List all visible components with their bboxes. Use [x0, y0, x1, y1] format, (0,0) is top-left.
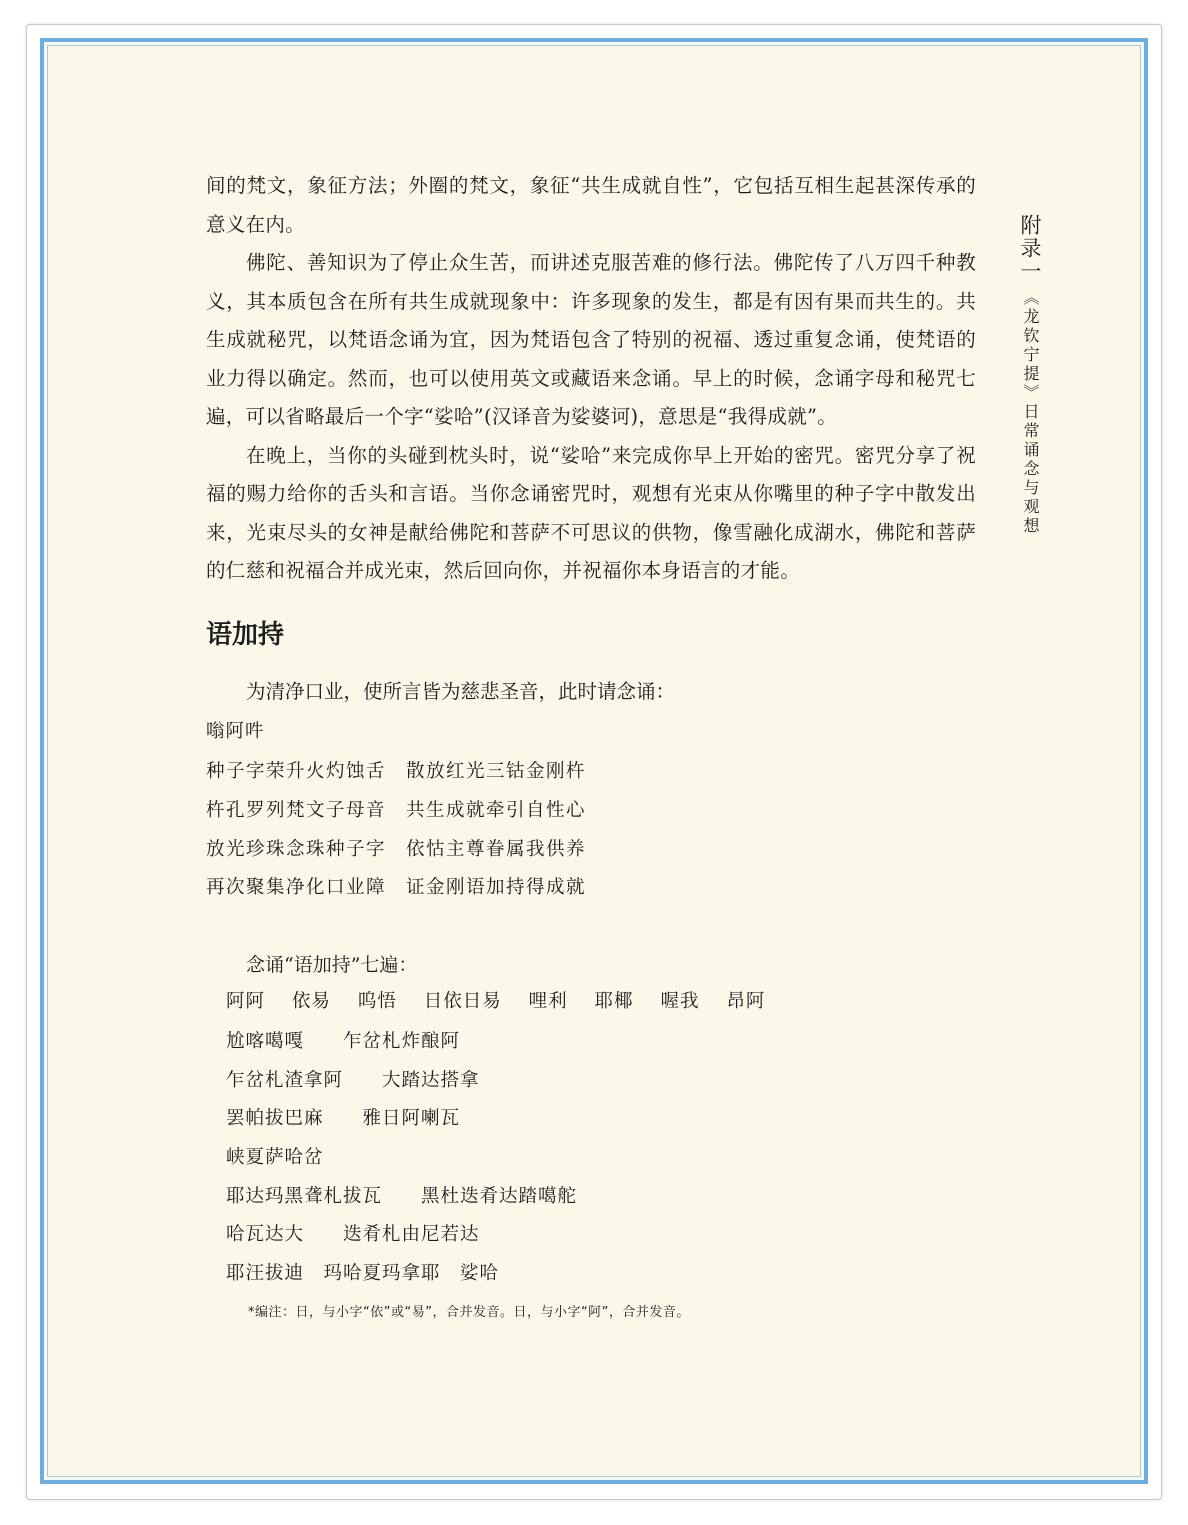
syllable: 阿阿: [226, 991, 266, 1012]
syllable-row: [226, 987, 785, 1013]
syllable: 日依日易: [423, 991, 502, 1012]
mantra-line: 哈瓦达大 迭肴札由尼若达: [226, 1224, 480, 1245]
section-heading: 语加持: [206, 620, 285, 650]
syllable: 依易: [291, 991, 331, 1012]
section-intro: 为清净口业，使所言皆为慈悲圣音，此时请念诵：: [246, 680, 676, 703]
syllable: 哩利: [528, 991, 568, 1012]
verse-first-half: 再次聚集净化口业障: [206, 877, 387, 898]
mantra-line: 峡夏萨哈岔: [226, 1147, 324, 1168]
verse-first-half: 杵孔罗列梵文子母音: [206, 800, 387, 821]
chapter-title: 《龙钦宁提》日常诵念与观想: [1021, 289, 1040, 536]
verse-second-half: 依怙主尊眷属我供养: [406, 839, 587, 860]
verse-second-half: 散放红光三钴金刚杵: [406, 761, 587, 782]
mantra-line: 耶达玛黑聋札拔瓦 黑杜迭肴达踏噶舵: [226, 1186, 578, 1207]
editor-note: *编注：日，与小字“依”或“易”，合并发音。日，与小字“阿”，合并发音。: [248, 1305, 690, 1320]
paragraph: 佛陀、善知识为了停止众生苦，而讲述克服苦难的修行法。佛陀传了八万四千种教义，其本质包含在所有共生成就现象中：许多现象的发生，都是有因有果而共生的。共生成就秘咒，以梵语念诵为宜，因为梵语包含了特别的祝福、透过重复念诵，使梵语的业力得以确定。然而，也可以使用英文或藏语来念诵。早上的时候，念诵字母和秘咒七遍，可以省略最后一个字“娑哈”(汉译音为娑婆诃)，意思是“我得成就”。: [206, 251, 976, 428]
running-header: [1014, 214, 1046, 536]
verse-second-half: 证金刚语加持得成就: [406, 877, 587, 898]
verse-line: [206, 757, 586, 783]
verse-first-half: 放光珍珠念珠种子字: [206, 839, 387, 860]
paragraph: 间的梵文，象征方法；外圈的梵文，象征“共生成就自性”，它包括互相生起甚深传承的意义在内。: [206, 174, 976, 236]
mantra-line: 罢帕拔巴麻 雅日阿喇瓦: [226, 1108, 461, 1129]
syllable: 喔我: [660, 991, 700, 1012]
syllable: 耶椰: [594, 991, 634, 1012]
verse-line: [206, 835, 586, 861]
appendix-label: 附录一: [1018, 214, 1042, 283]
verse-line: [206, 796, 586, 822]
mantra: 嗡阿吽: [206, 721, 265, 742]
recite-instruction: 念诵“语加持”七遍：: [246, 954, 418, 976]
syllable: 呜悟: [357, 991, 397, 1012]
verse-line: [206, 873, 586, 899]
verse-first-half: 种子字荣升火灼蚀舌: [206, 761, 387, 782]
paragraph: 在晚上，当你的头碰到枕头时，说“娑哈”来完成你早上开始的密咒。密咒分享了祝福的赐力给你的舌头和言语。当你念诵密咒时，观想有光束从你嘴里的种子字中散发出来，光束尽头的女神是献给佛陀和菩萨不可思议的供物，像雪融化成湖水，佛陀和菩萨的仁慈和祝福合并成光束，然后回向你，并祝福你本身语言的才能。: [206, 443, 976, 582]
mantra-line: 乍岔札渣拿阿 大踏达搭拿: [226, 1070, 480, 1091]
body-text: [206, 167, 976, 591]
mantra-line: 尬喀噶嘎 乍岔札炸酿阿: [226, 1031, 461, 1052]
mantra-line: 耶汪拔迪 玛哈夏玛拿耶 娑哈: [226, 1263, 500, 1284]
syllable: 昂阿: [726, 991, 766, 1012]
verse-second-half: 共生成就牵引自性心: [406, 800, 587, 821]
